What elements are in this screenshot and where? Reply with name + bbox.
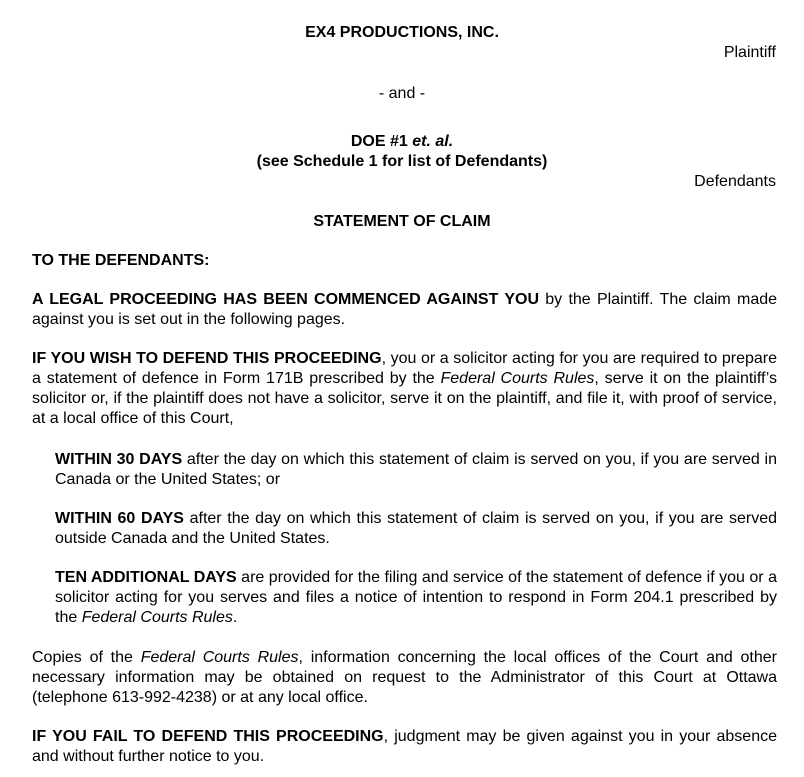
plaintiff-role: Plaintiff <box>723 44 776 61</box>
plaintiff-name: EX4 PRODUCTIONS, INC. <box>305 24 499 41</box>
p6-text-a: Copies of the <box>32 649 141 666</box>
p2-italic: Federal Courts Rules <box>440 370 595 387</box>
p1-bold: A LEGAL PROCEEDING HAS BEEN COMMENCED AGAINST YOU <box>32 291 540 308</box>
p5-bold: TEN ADDITIONAL DAYS <box>55 569 237 586</box>
p6-italic: Federal Courts Rules <box>140 649 299 666</box>
paragraph-30-days <box>55 450 777 490</box>
paragraph-ten-days <box>55 568 777 628</box>
paragraph-wish-to-defend <box>32 349 777 429</box>
p4-text: after the day on which this statement of claim is served on you, if you are served outside Canada and the United States. <box>55 510 778 547</box>
document-title: STATEMENT OF CLAIM <box>313 213 491 230</box>
p5-italic: Federal Courts Rules <box>81 609 233 626</box>
paragraph-commenced <box>32 290 777 330</box>
paragraph-60-days <box>55 509 777 549</box>
schedule-note: (see Schedule 1 for list of Defendants) <box>256 153 548 170</box>
p2-text-a: , you or a solicitor acting for you are required to prepare a statement of defence in Form 171B prescribed by the <box>32 350 777 387</box>
salutation: TO THE DEFENDANTS: <box>32 252 210 269</box>
paragraph-fail-to-defend <box>32 727 777 767</box>
p5-text-b: . <box>232 609 238 626</box>
p2-bold: IF YOU WISH TO DEFEND THIS PROCEEDING <box>32 350 382 367</box>
defendants-role: Defendants <box>694 173 776 190</box>
paragraph-copies <box>32 648 777 708</box>
defendant-name-text: DOE #1 <box>350 133 408 150</box>
p3-bold: WITHIN 30 DAYS <box>55 451 183 468</box>
et-al: et. al. <box>412 133 454 150</box>
p3-text: after the day on which this statement of claim is served on you, if you are served in Canada or the United States; or <box>55 451 778 488</box>
defendant-name <box>0 132 804 152</box>
p2-text-b: , serve it on the plaintiff’s solicitor or, if the plaintiff does not have a solicitor, serve it on the plaintiff, and file it, with proof of service, at a local office of this Court, <box>32 370 778 427</box>
p5-text-a: are provided for the filing and service of the statement of defence if you or a solicitor acting for you serves and files a notice of intention to respond in Form 204.1 prescribed by the <box>55 569 777 626</box>
and-separator: - and - <box>378 85 426 102</box>
p7-bold: IF YOU FAIL TO DEFEND THIS PROCEEDING <box>32 728 384 745</box>
p6-text-b: , information concerning the local offices of the Court and other necessary information may be obtained on request to the Administrator of this Court at Ottawa (telephone 613-992-4238) or at any local office. <box>32 649 777 706</box>
p4-bold: WITHIN 60 DAYS <box>55 510 184 527</box>
p7-text: , judgment may be given against you in your absence and without further notice to you. <box>32 728 777 765</box>
p1-text: by the Plaintiff. The claim made against you is set out in the following pages. <box>32 291 778 328</box>
